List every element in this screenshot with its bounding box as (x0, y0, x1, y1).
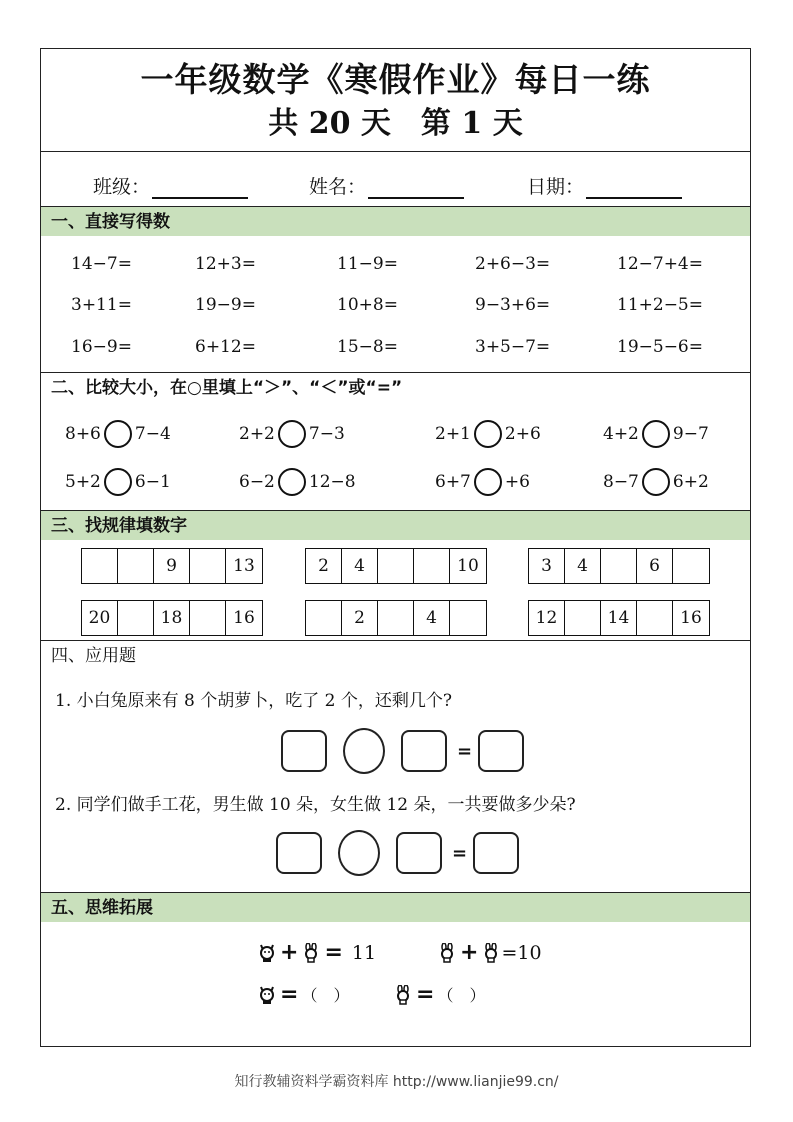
cat-icon (258, 943, 276, 963)
compare-item (239, 420, 345, 448)
worksheet (40, 48, 751, 1047)
calc-item[interactable]: 3+5−7= (475, 337, 551, 357)
number-sequence (528, 600, 710, 636)
calc-item[interactable]: 3+11= (71, 295, 132, 315)
class-field[interactable] (93, 172, 248, 199)
result-box[interactable] (473, 832, 519, 874)
sequence-cell[interactable]: 18 (154, 601, 190, 635)
section-2-header: 二、比较大小，在○里填上“＞”、“＜”或“=” (41, 372, 750, 402)
answer-blank[interactable]: （ ） (301, 986, 350, 1005)
calc-item[interactable]: 11+2−5= (617, 295, 703, 315)
name-label: 姓名： (309, 176, 367, 198)
compare-right: 6+2 (672, 472, 709, 492)
sequence-cell[interactable] (565, 601, 601, 635)
sequence-cell[interactable]: 4 (342, 549, 378, 583)
rabbit-icon (302, 943, 320, 963)
compare-right: 12−8 (308, 472, 356, 492)
date-label: 日期： (527, 176, 585, 198)
puzzle-equation-1 (257, 940, 376, 965)
operator-circle[interactable] (338, 830, 380, 876)
rabbit-icon (438, 943, 456, 963)
calc-item[interactable]: 12+3= (195, 254, 256, 274)
sequence-cell[interactable] (378, 601, 414, 635)
calc-item[interactable]: 12−7+4= (617, 254, 703, 274)
sequence-cell[interactable]: 9 (154, 549, 190, 583)
sequence-cell[interactable]: 10 (457, 556, 479, 576)
sequence-cell[interactable] (118, 549, 154, 583)
number-sequence (528, 548, 710, 584)
page-subtitle: 共 20 天 第 1 天 (268, 106, 523, 141)
sequence-cell[interactable]: 13 (233, 556, 255, 576)
footer-watermark: 知行教辅资料学霸资料库 http://www.lianjie99.cn/ (234, 1074, 559, 1090)
sequence-cell[interactable] (378, 549, 414, 583)
puzzle-equation-2 (437, 940, 542, 965)
answer-box[interactable] (396, 832, 442, 874)
compare-left: 2+2 (239, 424, 275, 444)
answer-equation-1 (281, 728, 524, 774)
compare-left: 6+7 (435, 472, 471, 492)
calc-item[interactable]: 10+8= (337, 295, 398, 315)
class-label: 班级： (93, 176, 151, 198)
sequence-cell[interactable] (601, 549, 637, 583)
section-4-header: 四、应用题 (41, 640, 750, 670)
sequence-cell[interactable]: 12 (529, 601, 565, 635)
sequence-cell[interactable] (414, 549, 450, 583)
compare-left: 8+6 (65, 424, 101, 444)
compare-item (435, 468, 530, 496)
word-problem-2: 2. 同学们做手工花，男生做 10 朵，女生做 12 朵，一共要做多少朵? (55, 795, 576, 815)
calc-item[interactable]: 15−8= (337, 337, 398, 357)
rabbit-icon (482, 943, 500, 963)
sequence-cell[interactable]: 20 (82, 601, 118, 635)
date-field[interactable] (527, 172, 682, 199)
sequence-cell[interactable]: 2 (306, 549, 342, 583)
sequence-cell[interactable] (82, 549, 118, 583)
equals-sign: = (324, 940, 343, 965)
calc-item[interactable]: 19−9= (195, 295, 256, 315)
cat-answer-line (257, 982, 349, 1007)
section-3-header: 三、找规律填数字 (41, 510, 750, 540)
sequence-cell[interactable]: 2 (342, 601, 378, 635)
sequence-cell[interactable] (673, 549, 709, 583)
sequence-cell[interactable]: 6 (637, 549, 673, 583)
cat-icon (258, 985, 276, 1005)
title-block (41, 49, 750, 152)
answer-box[interactable] (401, 730, 447, 772)
calc-item[interactable]: 9−3+6= (475, 295, 551, 315)
calc-item[interactable]: 2+6−3= (475, 254, 551, 274)
compare-circle[interactable] (104, 420, 132, 448)
calc-item[interactable]: 14−7= (71, 254, 132, 274)
sequence-cell[interactable] (118, 601, 154, 635)
compare-right: 2+6 (504, 424, 541, 444)
sum-value-2: =10 (501, 941, 542, 964)
calc-item[interactable]: 16−9= (71, 337, 132, 357)
rabbit-icon (394, 985, 412, 1005)
compare-area (41, 402, 750, 510)
sequence-cell[interactable] (450, 601, 486, 635)
compare-left: 8−7 (603, 472, 639, 492)
answer-equation-2 (276, 830, 519, 876)
thinking-area (41, 922, 750, 1046)
sequence-cell[interactable] (190, 549, 226, 583)
compare-circle[interactable] (104, 468, 132, 496)
rabbit-answer-line (393, 982, 485, 1007)
answer-box[interactable] (281, 730, 327, 772)
sequence-cell[interactable]: 4 (565, 549, 601, 583)
calc-item[interactable]: 6+12= (195, 337, 256, 357)
operator-circle[interactable] (343, 728, 385, 774)
compare-item (603, 468, 709, 496)
sequence-cell[interactable] (637, 601, 673, 635)
sequence-cell[interactable]: 16 (680, 608, 702, 628)
name-field[interactable] (309, 172, 464, 199)
answer-blank[interactable]: （ ） (437, 986, 486, 1005)
sequence-cell[interactable]: 16 (233, 608, 255, 628)
result-box[interactable] (478, 730, 524, 772)
student-info-row (41, 152, 750, 206)
answer-box[interactable] (276, 832, 322, 874)
equals-sign: = (416, 982, 435, 1007)
equals-sign: = (457, 740, 473, 762)
compare-left: 6−2 (239, 472, 275, 492)
compare-right: +6 (504, 472, 530, 492)
compare-right: 6−1 (134, 472, 171, 492)
pattern-area (41, 540, 750, 640)
compare-item (239, 468, 356, 496)
compare-circle[interactable] (278, 420, 306, 448)
compare-left: 2+1 (435, 424, 471, 444)
equals-sign: = (280, 982, 299, 1007)
plus-sign: + (460, 940, 479, 965)
compare-right: 7−3 (308, 424, 345, 444)
calc-item[interactable]: 19−5−6= (617, 337, 703, 357)
compare-right: 7−4 (134, 424, 171, 444)
sequence-cell[interactable] (190, 601, 226, 635)
sequence-cell[interactable] (306, 601, 342, 635)
sequence-cell[interactable]: 4 (414, 601, 450, 635)
number-sequence (305, 600, 487, 636)
calc-item[interactable]: 11−9= (337, 254, 398, 274)
date-blank[interactable] (586, 177, 682, 199)
section-1-header: 一、直接写得数 (41, 206, 750, 236)
mental-calc-grid (41, 236, 750, 372)
number-sequence (305, 548, 487, 584)
name-blank[interactable] (368, 177, 464, 199)
compare-circle[interactable] (474, 468, 502, 496)
number-sequence (81, 548, 263, 584)
compare-left: 5+2 (65, 472, 101, 492)
number-sequence (81, 600, 263, 636)
plus-sign: + (280, 940, 299, 965)
sequence-cell[interactable]: 14 (601, 601, 637, 635)
compare-item (603, 420, 709, 448)
sum-value-1: 11 (351, 941, 377, 964)
compare-circle[interactable] (278, 468, 306, 496)
page-title: 一年级数学《寒假作业》每日一练 (140, 60, 651, 99)
compare-item (65, 468, 171, 496)
sequence-cell[interactable]: 3 (529, 549, 565, 583)
word-problems (41, 670, 750, 892)
compare-circle[interactable] (642, 468, 670, 496)
compare-item (65, 420, 171, 448)
compare-circle[interactable] (642, 420, 670, 448)
compare-item (435, 420, 541, 448)
equals-sign: = (452, 842, 468, 864)
section-5-header: 五、思维拓展 (41, 892, 750, 922)
compare-right: 9−7 (672, 424, 709, 444)
compare-circle[interactable] (474, 420, 502, 448)
class-blank[interactable] (152, 177, 248, 199)
compare-left: 4+2 (603, 424, 639, 444)
word-problem-1: 1. 小白兔原来有 8 个胡萝卜，吃了 2 个，还剩几个? (55, 691, 452, 711)
